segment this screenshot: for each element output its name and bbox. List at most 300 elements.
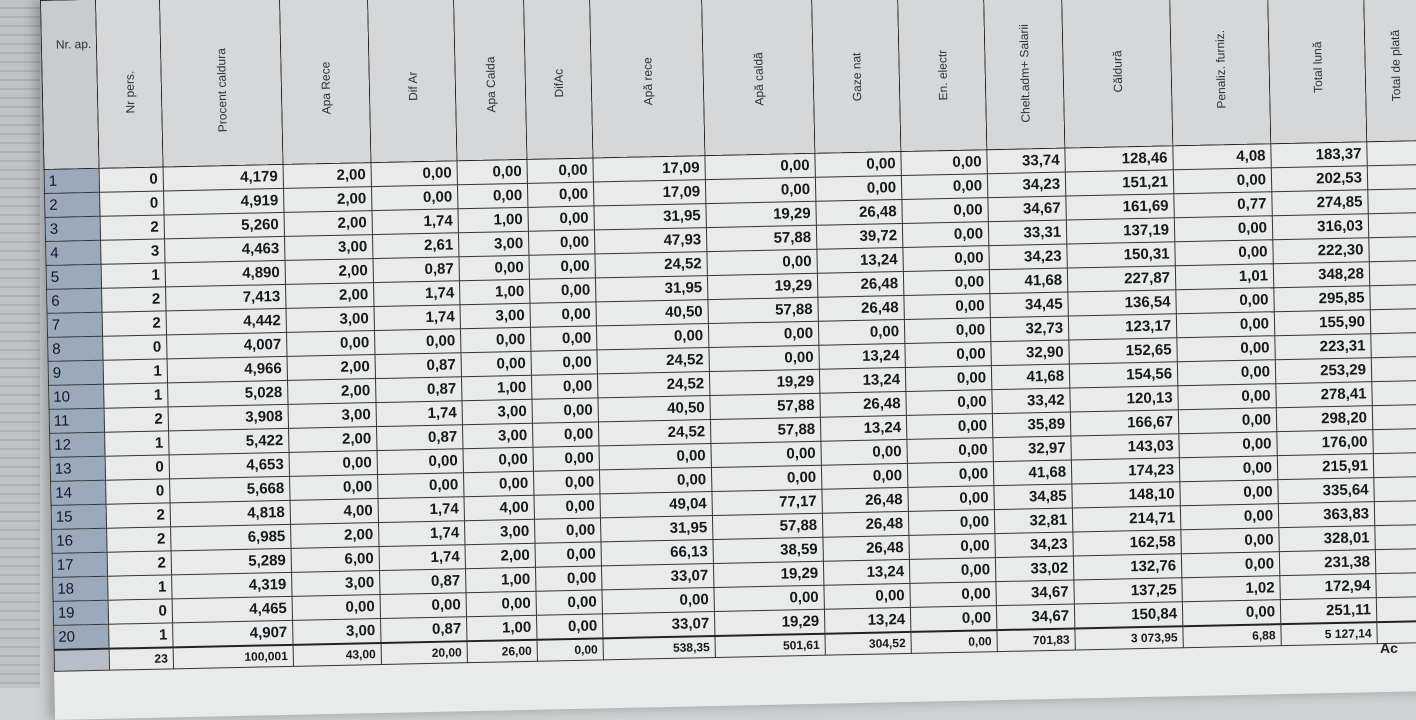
cell-nr-pers: 2 bbox=[102, 311, 166, 336]
cell-procent-caldura: 6,985 bbox=[171, 524, 291, 551]
total-nr-pers: 23 bbox=[109, 647, 173, 670]
cell-apa-calda-cost: 57,88 bbox=[710, 393, 820, 419]
cell-procent-caldura: 4,653 bbox=[169, 452, 289, 479]
cell-nr-pers: 1 bbox=[101, 263, 165, 288]
cell-difac: 0,00 bbox=[532, 422, 598, 447]
cell-total-de-plata bbox=[1367, 164, 1416, 189]
cell-procent-caldura: 4,907 bbox=[173, 620, 293, 647]
total-total-luna: 5 127,14 bbox=[1281, 622, 1377, 646]
cell-procent-caldura: 3,908 bbox=[168, 404, 288, 431]
header-difac: DifAc bbox=[523, 0, 593, 159]
cell-total-de-plata bbox=[1375, 524, 1416, 549]
cell-apa-calda: 3,00 bbox=[460, 303, 530, 328]
cell-apa-rece-cost: 33,07 bbox=[601, 564, 713, 590]
cell-apa-calda: 1,00 bbox=[459, 279, 529, 304]
cell-penaliz: 1,02 bbox=[1182, 576, 1280, 602]
cell-chelt-adm: 41,68 bbox=[993, 460, 1071, 486]
cell-penaliz: 0,00 bbox=[1181, 528, 1279, 554]
cell-apa-calda-cost: 19,29 bbox=[714, 609, 824, 636]
cell-apa-rece: 3,00 bbox=[286, 307, 374, 333]
cell-apa-rece: 2,00 bbox=[286, 283, 374, 309]
cell-dif-ar: 1,74 bbox=[373, 281, 459, 307]
cell-penaliz: 0,00 bbox=[1177, 360, 1275, 386]
cell-apa-rece-cost: 49,04 bbox=[600, 492, 712, 518]
cell-apa-rece-cost: 24,52 bbox=[597, 348, 709, 374]
header-apa-rece: Apa Rece bbox=[279, 0, 371, 164]
cell-apa-rece: 0,00 bbox=[292, 595, 380, 621]
cell-penaliz: 0,00 bbox=[1175, 240, 1273, 266]
cell-nr-pers: 2 bbox=[107, 551, 171, 576]
cell-nr-pers: 3 bbox=[101, 239, 165, 264]
cell-apa-calda-cost: 57,88 bbox=[706, 225, 816, 251]
cell-difac: 0,00 bbox=[534, 518, 600, 543]
cell-nr-ap: 7 bbox=[47, 312, 102, 337]
cell-gaze-nat: 39,72 bbox=[816, 223, 902, 249]
cell-nr-pers: 1 bbox=[109, 623, 173, 649]
cell-apa-calda: 3,00 bbox=[462, 423, 532, 448]
cell-apa-rece-cost: 66,13 bbox=[601, 540, 713, 566]
total-gaze-nat: 304,52 bbox=[825, 632, 911, 655]
cell-apa-calda: 1,00 bbox=[458, 207, 528, 232]
cell-apa-calda: 0,00 bbox=[463, 471, 533, 496]
cell-nr-pers: 1 bbox=[103, 359, 167, 384]
cell-gaze-nat: 0,00 bbox=[821, 463, 907, 489]
cell-penaliz: 0,00 bbox=[1178, 384, 1276, 410]
cell-nr-ap: 18 bbox=[53, 576, 108, 601]
cell-total-luna: 298,20 bbox=[1276, 406, 1372, 432]
cell-total-de-plata bbox=[1371, 356, 1416, 381]
cell-en-electr: 0,00 bbox=[904, 294, 990, 320]
cell-total-luna: 215,91 bbox=[1277, 454, 1373, 480]
cell-apa-rece-cost: 24,52 bbox=[598, 420, 710, 446]
cell-difac: 0,00 bbox=[536, 590, 602, 615]
cell-nr-pers: 0 bbox=[103, 335, 167, 360]
cell-total-de-plata bbox=[1370, 284, 1416, 309]
cell-difac: 0,00 bbox=[533, 470, 599, 495]
cell-apa-calda: 0,00 bbox=[457, 159, 527, 184]
cell-penaliz: 0,00 bbox=[1174, 216, 1272, 242]
header-penaliz: Penaliz. furniz. bbox=[1169, 0, 1271, 146]
cell-difac: 0,00 bbox=[527, 158, 593, 183]
page-edge-text: Ac bbox=[1380, 640, 1398, 656]
cell-difac: 0,00 bbox=[536, 614, 602, 640]
cell-dif-ar: 0,00 bbox=[378, 473, 464, 499]
cell-total-de-plata bbox=[1373, 452, 1416, 477]
cell-apa-rece: 3,00 bbox=[293, 619, 381, 645]
cell-procent-caldura: 5,289 bbox=[171, 548, 291, 575]
cell-total-de-plata bbox=[1369, 260, 1416, 285]
cell-apa-calda: 0,00 bbox=[463, 447, 533, 472]
cell-apa-calda: 3,00 bbox=[458, 231, 528, 256]
header-gaze-nat: Gaze nat bbox=[811, 0, 901, 153]
cell-procent-caldura: 4,463 bbox=[165, 236, 285, 263]
cell-penaliz: 0,00 bbox=[1173, 168, 1271, 194]
cell-apa-calda: 4,00 bbox=[464, 495, 534, 520]
cell-gaze-nat: 26,48 bbox=[816, 199, 902, 225]
cell-total-luna: 274,85 bbox=[1272, 190, 1368, 216]
cell-total-luna: 316,03 bbox=[1272, 214, 1368, 240]
cell-dif-ar: 0,87 bbox=[380, 569, 466, 595]
cell-total-de-plata bbox=[1372, 380, 1416, 405]
cell-nr-pers: 0 bbox=[108, 599, 172, 624]
expenses-table bbox=[40, 0, 1416, 672]
cell-nr-pers: 2 bbox=[104, 407, 168, 432]
cell-procent-caldura: 4,465 bbox=[172, 596, 292, 623]
cell-apa-calda-cost: 0,00 bbox=[711, 441, 821, 467]
cell-nr-ap: 11 bbox=[49, 408, 104, 433]
cell-dif-ar: 0,00 bbox=[377, 449, 463, 475]
cell-nr-ap: 15 bbox=[51, 504, 106, 529]
cell-procent-caldura: 5,668 bbox=[170, 476, 290, 503]
cell-en-electr: 0,00 bbox=[905, 366, 991, 392]
cell-total-luna: 363,83 bbox=[1278, 502, 1374, 528]
cell-chelt-adm: 33,42 bbox=[992, 388, 1070, 414]
cell-gaze-nat: 0,00 bbox=[815, 175, 901, 201]
cell-caldura: 227,87 bbox=[1067, 266, 1175, 292]
cell-dif-ar: 1,74 bbox=[372, 209, 458, 235]
cell-apa-rece: 3,00 bbox=[292, 571, 380, 597]
cell-total-de-plata bbox=[1372, 404, 1416, 429]
cell-nr-pers: 0 bbox=[99, 167, 163, 192]
cell-caldura: 214,71 bbox=[1072, 506, 1180, 532]
cell-apa-calda: 0,00 bbox=[466, 591, 536, 616]
cell-apa-rece: 0,00 bbox=[289, 451, 377, 477]
cell-total-de-plata bbox=[1367, 140, 1416, 165]
cell-dif-ar: 0,00 bbox=[371, 185, 457, 211]
cell-procent-caldura: 5,028 bbox=[168, 380, 288, 407]
cell-dif-ar: 0,87 bbox=[375, 353, 461, 379]
cell-apa-rece: 2,00 bbox=[284, 211, 372, 237]
cell-en-electr: 0,00 bbox=[903, 246, 989, 272]
cell-dif-ar: 0,00 bbox=[374, 329, 460, 355]
cell-apa-rece: 6,00 bbox=[291, 547, 379, 573]
cell-apa-calda: 2,00 bbox=[465, 543, 535, 568]
cell-penaliz: 0,00 bbox=[1178, 408, 1276, 434]
cell-en-electr: 0,00 bbox=[903, 270, 989, 296]
cell-total-luna: 176,00 bbox=[1277, 430, 1373, 456]
cell-caldura: 143,03 bbox=[1071, 434, 1179, 460]
cell-gaze-nat: 26,48 bbox=[818, 295, 904, 321]
cell-difac: 0,00 bbox=[529, 254, 595, 279]
cell-apa-calda-cost: 0,00 bbox=[705, 177, 815, 203]
cell-caldura: 166,67 bbox=[1070, 410, 1178, 436]
header-apa-calda: Apa Calda bbox=[453, 0, 527, 161]
cell-penaliz: 0,00 bbox=[1176, 288, 1274, 314]
cell-gaze-nat: 13,24 bbox=[817, 247, 903, 273]
cell-apa-calda-cost: 57,88 bbox=[708, 297, 818, 323]
cell-apa-calda: 0,00 bbox=[461, 351, 531, 376]
cell-procent-caldura: 5,422 bbox=[169, 428, 289, 455]
cell-apa-calda-cost: 0,00 bbox=[714, 585, 824, 611]
cell-caldura: 132,76 bbox=[1073, 554, 1181, 580]
cell-procent-caldura: 4,442 bbox=[166, 308, 286, 335]
cell-procent-caldura: 5,260 bbox=[164, 212, 284, 239]
cell-gaze-nat: 13,24 bbox=[823, 559, 909, 585]
cell-total-de-plata bbox=[1376, 596, 1416, 622]
cell-chelt-adm: 33,02 bbox=[995, 556, 1073, 582]
cell-apa-rece: 2,00 bbox=[283, 187, 371, 213]
cell-en-electr: 0,00 bbox=[904, 318, 990, 344]
cell-nr-pers: 2 bbox=[107, 527, 171, 552]
cell-dif-ar: 0,87 bbox=[376, 377, 462, 403]
total-apa-rece-cost: 538,35 bbox=[603, 636, 715, 660]
header-caldura: Căldură bbox=[1061, 0, 1173, 148]
cell-apa-calda-cost: 0,00 bbox=[705, 153, 815, 179]
cell-gaze-nat: 0,00 bbox=[824, 583, 910, 609]
cell-total-de-plata bbox=[1368, 212, 1416, 237]
total-en-electr: 0,00 bbox=[911, 630, 997, 653]
cell-apa-calda-cost: 19,29 bbox=[706, 201, 816, 227]
cell-nr-pers: 2 bbox=[106, 503, 170, 528]
cell-apa-rece: 2,00 bbox=[283, 163, 371, 189]
cell-apa-calda-cost: 0,00 bbox=[708, 321, 818, 347]
cell-en-electr: 0,00 bbox=[901, 150, 987, 176]
cell-apa-calda-cost: 0,00 bbox=[711, 465, 821, 491]
cell-apa-rece-cost: 0,00 bbox=[599, 444, 711, 470]
header-chelt-adm: Chelt.adm+ Salarii bbox=[983, 0, 1065, 150]
table-body bbox=[44, 140, 1416, 671]
cell-penaliz: 1,01 bbox=[1175, 264, 1273, 290]
cell-apa-calda-cost: 19,29 bbox=[707, 273, 817, 299]
cell-chelt-adm: 32,90 bbox=[991, 340, 1069, 366]
cell-nr-ap: 9 bbox=[48, 360, 103, 385]
cell-penaliz: 0,00 bbox=[1180, 480, 1278, 506]
cell-caldura: 137,19 bbox=[1066, 218, 1174, 244]
header-total-de-plata: Total de plată bbox=[1363, 0, 1416, 142]
cell-chelt-adm: 33,31 bbox=[988, 220, 1066, 246]
cell-gaze-nat: 13,24 bbox=[819, 367, 905, 393]
cell-dif-ar: 0,00 bbox=[380, 593, 466, 619]
cell-procent-caldura: 4,818 bbox=[170, 500, 290, 527]
cell-dif-ar: 1,74 bbox=[379, 521, 465, 547]
total-nr-ap bbox=[54, 649, 109, 672]
cell-nr-pers: 1 bbox=[105, 431, 169, 456]
cell-penaliz: 0,00 bbox=[1180, 504, 1278, 530]
cell-apa-rece: 0,00 bbox=[290, 475, 378, 501]
cell-apa-rece-cost: 33,07 bbox=[602, 612, 714, 639]
total-penaliz: 6,88 bbox=[1183, 624, 1281, 648]
cell-penaliz: 0,77 bbox=[1174, 192, 1272, 218]
cell-chelt-adm: 35,89 bbox=[992, 412, 1070, 438]
cell-apa-calda-cost: 38,59 bbox=[713, 537, 823, 563]
cell-gaze-nat: 0,00 bbox=[821, 439, 907, 465]
cell-gaze-nat: 13,24 bbox=[824, 607, 910, 633]
cell-difac: 0,00 bbox=[535, 566, 601, 591]
cell-apa-rece-cost: 31,95 bbox=[600, 516, 712, 542]
cell-chelt-adm: 34,67 bbox=[996, 604, 1074, 630]
cell-gaze-nat: 26,48 bbox=[820, 391, 906, 417]
header-row bbox=[41, 0, 1416, 169]
cell-caldura: 137,25 bbox=[1074, 578, 1182, 604]
cell-caldura: 162,58 bbox=[1073, 530, 1181, 556]
cell-gaze-nat: 26,48 bbox=[823, 535, 909, 561]
cell-apa-rece-cost: 0,00 bbox=[599, 468, 711, 494]
cell-apa-rece: 2,00 bbox=[288, 379, 376, 405]
cell-difac: 0,00 bbox=[530, 326, 596, 351]
binder-edge bbox=[0, 0, 40, 688]
cell-dif-ar: 0,87 bbox=[373, 257, 459, 283]
cell-apa-calda: 1,00 bbox=[461, 375, 531, 400]
cell-en-electr: 0,00 bbox=[907, 438, 993, 464]
cell-apa-calda: 1,00 bbox=[467, 615, 537, 641]
cell-en-electr: 0,00 bbox=[906, 414, 992, 440]
cell-apa-calda: 0,00 bbox=[459, 255, 529, 280]
cell-apa-calda-cost: 77,17 bbox=[712, 489, 822, 515]
cell-penaliz: 0,00 bbox=[1177, 336, 1275, 362]
cell-caldura: 128,46 bbox=[1065, 146, 1173, 172]
cell-nr-ap: 3 bbox=[45, 216, 100, 241]
cell-nr-ap: 5 bbox=[46, 264, 101, 289]
cell-procent-caldura: 4,179 bbox=[163, 164, 283, 191]
cell-difac: 0,00 bbox=[531, 350, 597, 375]
cell-chelt-adm: 32,81 bbox=[994, 508, 1072, 534]
cell-apa-rece: 4,00 bbox=[290, 499, 378, 525]
total-apa-calda: 26,00 bbox=[467, 640, 537, 663]
cell-en-electr: 0,00 bbox=[902, 222, 988, 248]
cell-apa-calda-cost: 57,88 bbox=[710, 417, 820, 443]
cell-nr-pers: 0 bbox=[100, 191, 164, 216]
cell-apa-calda: 3,00 bbox=[462, 399, 532, 424]
cell-dif-ar: 2,61 bbox=[372, 233, 458, 259]
cell-apa-calda-cost: 19,29 bbox=[709, 369, 819, 395]
cell-en-electr: 0,00 bbox=[901, 174, 987, 200]
cell-procent-caldura: 4,966 bbox=[167, 356, 287, 383]
cell-caldura: 161,69 bbox=[1066, 194, 1174, 220]
cell-dif-ar: 0,87 bbox=[377, 425, 463, 451]
cell-nr-ap: 20 bbox=[54, 624, 110, 650]
cell-en-electr: 0,00 bbox=[910, 606, 996, 632]
cell-difac: 0,00 bbox=[534, 494, 600, 519]
cell-dif-ar: 0,87 bbox=[381, 617, 467, 643]
cell-nr-ap: 1 bbox=[44, 168, 99, 193]
cell-apa-rece-cost: 40,50 bbox=[596, 300, 708, 326]
total-difac: 0,00 bbox=[537, 638, 603, 661]
cell-total-luna: 155,90 bbox=[1274, 310, 1370, 336]
header-apa-rece-cost: Apă rece bbox=[589, 0, 705, 158]
total-apa-rece: 43,00 bbox=[293, 643, 381, 666]
cell-en-electr: 0,00 bbox=[907, 462, 993, 488]
cell-chelt-adm: 32,97 bbox=[993, 436, 1071, 462]
cell-dif-ar: 1,74 bbox=[374, 305, 460, 331]
cell-total-luna: 172,94 bbox=[1280, 574, 1376, 600]
cell-procent-caldura: 4,319 bbox=[172, 572, 292, 599]
header-nr-ap: Nr. ap. bbox=[41, 0, 100, 169]
cell-total-luna: 222,30 bbox=[1273, 238, 1369, 264]
cell-gaze-nat: 0,00 bbox=[818, 319, 904, 345]
cell-gaze-nat: 26,48 bbox=[817, 271, 903, 297]
cell-total-luna: 278,41 bbox=[1276, 382, 1372, 408]
header-nr-pers: Nr pers. bbox=[95, 0, 163, 168]
cell-gaze-nat: 26,48 bbox=[822, 511, 908, 537]
cell-difac: 0,00 bbox=[535, 542, 601, 567]
cell-caldura: 150,84 bbox=[1074, 602, 1182, 629]
cell-gaze-nat: 26,48 bbox=[822, 487, 908, 513]
cell-apa-rece-cost: 17,09 bbox=[593, 180, 705, 206]
cell-nr-ap: 17 bbox=[52, 552, 107, 577]
cell-penaliz: 0,00 bbox=[1176, 312, 1274, 338]
cell-procent-caldura: 7,413 bbox=[166, 284, 286, 311]
cell-difac: 0,00 bbox=[527, 182, 593, 207]
cell-chelt-adm: 32,73 bbox=[990, 316, 1068, 342]
header-procent-caldura: Procent caldura bbox=[159, 0, 283, 167]
cell-apa-calda-cost: 19,29 bbox=[713, 561, 823, 587]
cell-total-de-plata bbox=[1373, 428, 1416, 453]
cell-difac: 0,00 bbox=[528, 206, 594, 231]
cell-total-de-plata bbox=[1376, 572, 1416, 597]
cell-penaliz: 0,00 bbox=[1179, 456, 1277, 482]
cell-apa-rece-cost: 40,50 bbox=[598, 396, 710, 422]
cell-total-luna: 348,28 bbox=[1273, 262, 1369, 288]
cell-en-electr: 0,00 bbox=[905, 342, 991, 368]
cell-caldura: 148,10 bbox=[1072, 482, 1180, 508]
cell-apa-rece: 2,00 bbox=[289, 427, 377, 453]
cell-difac: 0,00 bbox=[531, 374, 597, 399]
cell-en-electr: 0,00 bbox=[909, 558, 995, 584]
cell-apa-rece-cost: 0,00 bbox=[602, 588, 714, 614]
cell-apa-calda-cost: 0,00 bbox=[707, 249, 817, 275]
cell-chelt-adm: 34,23 bbox=[987, 172, 1065, 198]
cell-total-luna: 253,29 bbox=[1275, 358, 1371, 384]
cell-gaze-nat: 13,24 bbox=[820, 415, 906, 441]
cell-procent-caldura: 4,919 bbox=[164, 188, 284, 215]
cell-en-electr: 0,00 bbox=[906, 390, 992, 416]
cell-apa-rece-cost: 31,95 bbox=[594, 204, 706, 230]
cell-caldura: 154,56 bbox=[1069, 362, 1177, 388]
cell-caldura: 174,23 bbox=[1071, 458, 1179, 484]
cell-chelt-adm: 34,67 bbox=[996, 580, 1074, 606]
cell-nr-ap: 4 bbox=[46, 240, 101, 265]
cell-apa-calda: 3,00 bbox=[464, 519, 534, 544]
cell-total-de-plata bbox=[1371, 332, 1416, 357]
cell-chelt-adm: 34,45 bbox=[990, 292, 1068, 318]
cell-nr-ap: 6 bbox=[47, 288, 102, 313]
cell-apa-calda: 1,00 bbox=[466, 567, 536, 592]
cell-total-luna: 223,31 bbox=[1275, 334, 1371, 360]
header-total-luna: Total lună bbox=[1267, 0, 1367, 144]
cell-difac: 0,00 bbox=[529, 278, 595, 303]
cell-apa-rece: 2,00 bbox=[285, 259, 373, 285]
total-dif-ar: 20,00 bbox=[381, 641, 467, 664]
cell-nr-ap: 8 bbox=[48, 336, 103, 361]
cell-chelt-adm: 34,67 bbox=[988, 196, 1066, 222]
cell-penaliz: 4,08 bbox=[1173, 144, 1271, 170]
cell-gaze-nat: 13,24 bbox=[819, 343, 905, 369]
cell-chelt-adm: 34,23 bbox=[995, 532, 1073, 558]
cell-nr-pers: 1 bbox=[104, 383, 168, 408]
cell-dif-ar: 1,74 bbox=[376, 401, 462, 427]
cell-apa-rece: 3,00 bbox=[288, 403, 376, 429]
cell-total-de-plata bbox=[1374, 500, 1416, 525]
cell-dif-ar: 0,00 bbox=[371, 161, 457, 187]
cell-chelt-adm: 41,68 bbox=[991, 364, 1069, 390]
cell-apa-rece: 2,00 bbox=[291, 523, 379, 549]
cell-penaliz: 0,00 bbox=[1181, 552, 1279, 578]
cell-penaliz: 0,00 bbox=[1179, 432, 1277, 458]
cell-apa-rece: 3,00 bbox=[285, 235, 373, 261]
cell-apa-rece-cost: 47,93 bbox=[594, 228, 706, 254]
header-apa-calda-cost: Apă caldă bbox=[701, 0, 815, 156]
cell-procent-caldura: 4,007 bbox=[167, 332, 287, 359]
cell-nr-ap: 2 bbox=[45, 192, 100, 217]
cell-caldura: 123,17 bbox=[1068, 314, 1176, 340]
cell-total-de-plata bbox=[1370, 308, 1416, 333]
cell-dif-ar: 1,74 bbox=[379, 545, 465, 571]
cell-total-de-plata bbox=[1368, 188, 1416, 213]
cell-en-electr: 0,00 bbox=[902, 198, 988, 224]
cell-difac: 0,00 bbox=[532, 398, 598, 423]
cell-difac: 0,00 bbox=[533, 446, 599, 471]
cell-nr-ap: 14 bbox=[51, 480, 106, 505]
